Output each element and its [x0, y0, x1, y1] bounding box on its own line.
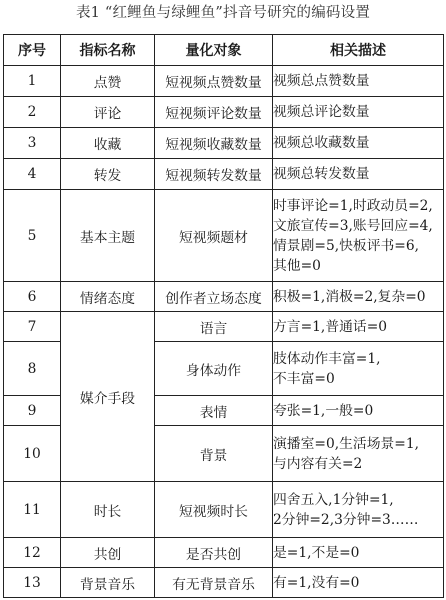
table-row	[4, 282, 444, 312]
quantified-object: 短视频评论数量	[155, 97, 273, 128]
table-row	[4, 159, 444, 190]
indicator-name: 情绪态度	[61, 282, 155, 312]
description-line: 2分钟=2,3分钟=3……	[273, 511, 419, 528]
table-row	[4, 568, 444, 598]
row-number: 11	[4, 482, 61, 538]
quantified-object: 语言	[155, 312, 273, 342]
row-number: 9	[4, 396, 61, 426]
row-number: 7	[4, 312, 61, 342]
header-indicator: 指标名称	[61, 35, 155, 66]
indicator-name: 时长	[61, 482, 155, 538]
description-line: 肢体动作丰富=1,	[273, 350, 381, 367]
description-line: 演播室=0,生活场景=1,	[273, 435, 420, 452]
quantified-object: 是否共创	[155, 538, 273, 568]
header-number: 序号	[4, 35, 61, 66]
table-row	[4, 312, 444, 342]
table-caption: 表1 “红鲤鱼与绿鲤鱼”抖音号研究的编码设置	[75, 5, 371, 21]
description	[273, 312, 444, 342]
description-line: 方言=1,普通话=0	[273, 318, 388, 335]
indicator-name: 媒介手段	[61, 312, 155, 482]
row-number: 6	[4, 282, 61, 312]
description-line: 不丰富=0	[273, 370, 335, 387]
description	[273, 396, 444, 426]
row-number: 8	[4, 342, 61, 396]
header-row	[4, 35, 444, 66]
row-number: 5	[4, 190, 61, 282]
header-description: 相关描述	[273, 35, 444, 66]
table-row	[4, 97, 444, 128]
description-line: 有=1,没有=0	[273, 574, 360, 591]
quantified-object: 短视频转发数量	[155, 159, 273, 190]
row-number: 1	[4, 66, 61, 97]
description-line: 文旅宣传=3,账号回应=4,	[273, 217, 433, 234]
indicator-name: 基本主题	[61, 190, 155, 282]
description	[273, 282, 444, 312]
indicator-name: 评论	[61, 97, 155, 128]
table-row	[4, 66, 444, 97]
quantified-object: 有无背景音乐	[155, 568, 273, 598]
description	[273, 190, 444, 282]
quantified-object: 短视频时长	[155, 482, 273, 538]
quantified-object: 背景	[155, 426, 273, 482]
row-number: 2	[4, 97, 61, 128]
description-line: 视频总评论数量	[273, 104, 370, 120]
quantified-object: 创作者立场态度	[155, 282, 273, 312]
coding-table	[3, 34, 444, 598]
description-line: 与内容有关=2	[273, 455, 363, 472]
description-line: 时事评论=1,时政动员=2,	[273, 197, 433, 214]
description	[273, 426, 444, 482]
description-line: 夸张=1,一般=0	[273, 402, 374, 419]
row-number: 12	[4, 538, 61, 568]
indicator-name: 收藏	[61, 128, 155, 159]
quantified-object: 身体动作	[155, 342, 273, 396]
description	[273, 159, 444, 190]
description	[273, 482, 444, 538]
indicator-name: 点赞	[61, 66, 155, 97]
row-number: 4	[4, 159, 61, 190]
quantified-object: 短视频收藏数量	[155, 128, 273, 159]
row-number: 3	[4, 128, 61, 159]
description	[273, 568, 444, 598]
description-line: 视频总转发数量	[273, 166, 370, 182]
description	[273, 97, 444, 128]
description	[273, 66, 444, 97]
table-row	[4, 538, 444, 568]
description-line: 视频总点赞数量	[273, 73, 370, 89]
quantified-object: 短视频题材	[155, 190, 273, 282]
table-row	[4, 482, 444, 538]
table-row	[4, 128, 444, 159]
description-line: 积极=1,消极=2,复杂=0	[273, 288, 426, 305]
description	[273, 342, 444, 396]
header-object: 量化对象	[155, 35, 273, 66]
description-line: 四舍五入,1分钟=1,	[273, 491, 394, 508]
description-line: 情景剧=5,快板评书=6,	[273, 237, 420, 254]
table-row	[4, 190, 444, 282]
quantified-object: 表情	[155, 396, 273, 426]
indicator-name: 共创	[61, 538, 155, 568]
description-line: 其他=0	[273, 257, 321, 274]
row-number: 10	[4, 426, 61, 482]
description-line: 视频总收藏数量	[273, 135, 370, 151]
description	[273, 128, 444, 159]
description-line: 是=1,不是=0	[273, 544, 360, 561]
row-number: 13	[4, 568, 61, 598]
indicator-name: 转发	[61, 159, 155, 190]
description	[273, 538, 444, 568]
indicator-name: 背景音乐	[61, 568, 155, 598]
quantified-object: 短视频点赞数量	[155, 66, 273, 97]
